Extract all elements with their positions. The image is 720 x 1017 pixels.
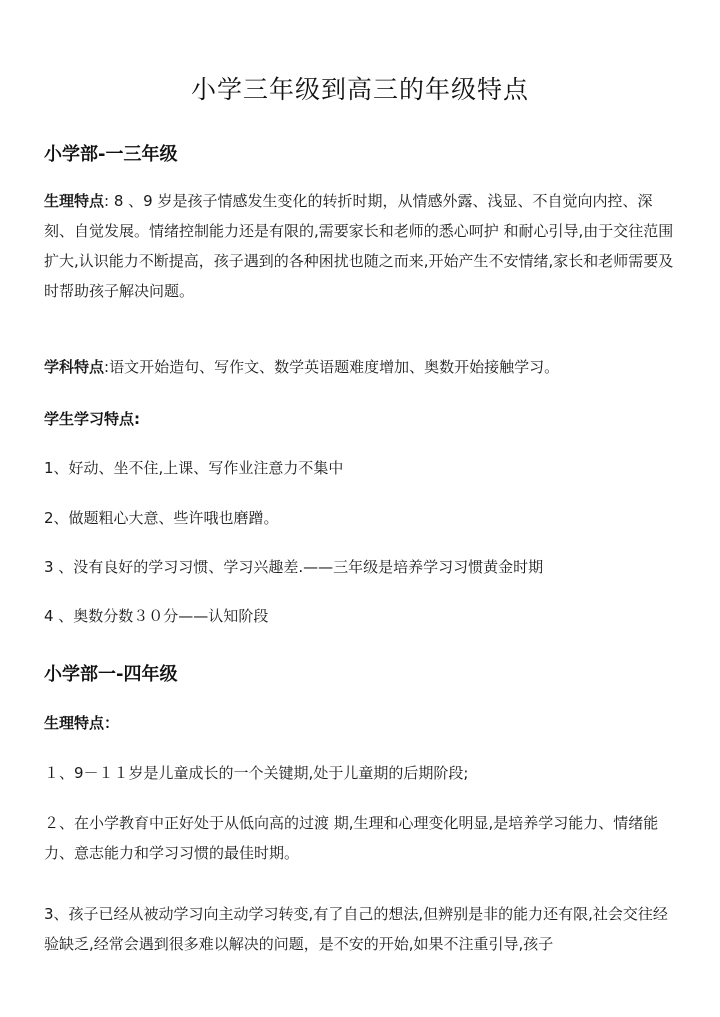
section-heading-grade-4: 小学部一-四年级 [44, 664, 178, 685]
study-trait-item-4: 4 、奥数分数３０分——认知阶段 [44, 607, 269, 625]
study-trait-item-2: 2、做题粗心大意、些许哦也磨蹭。 [44, 509, 279, 527]
physiological-traits-label-2: 生理特点： [44, 714, 120, 732]
study-trait-item-3: 3 、没有良好的学习习惯、学习兴趣差.——三年级是培养学习习惯黄金时期 [44, 558, 544, 576]
physiological-traits-paragraph [44, 186, 680, 306]
subject-traits-paragraph [44, 352, 680, 382]
study-trait-item-1: 1、好动、坐不住,上课、写作业注意力不集中 [44, 459, 344, 477]
grade4-trait-item-2: ２、在小学教育中正好处于从低向高的过渡 期,生理和心理变化明显,是培养学习能力、情绪能力、意志能力和学习习惯的最佳时期。 [44, 814, 659, 862]
study-traits-label: 学生学习特点: [44, 410, 140, 428]
grade4-trait-item-1: １、9－１１岁是儿童成长的一个关键期,处于儿童期的后期阶段; [44, 764, 469, 782]
grade4-trait-item-3: 3、孩子已经从被动学习向主动学习转变,有了自己的想法,但辨别是非的能力还有限,社会交往经验缺乏,经常会遇到很多难以解决的问题，是不安的开始,如果不注重引导,孩子 [44, 905, 668, 953]
subject-traits-label: 学科特点 [44, 358, 105, 376]
section-heading-grade-1-3: 小学部-一三年级 [44, 144, 178, 165]
physiological-traits-label: 生理特点 [44, 192, 105, 210]
document-title: 小学三年级到高三的年级特点 [190, 75, 529, 104]
physiological-traits-text: : 8 、9 岁是孩子情感发生变化的转折时期，从情感外露、浅显、不自觉向内控、深刻、自觉发展。情绪控制能力还是有限的,需要家长和老师的悉心呵护 和耐心引导,由于交往范围扩大,认识能力不断提高，孩子遇到的各种困扰也随之而来,开始产生不安情绪,家长和老师需要及时帮助孩子解决问题。 [44, 192, 674, 300]
subject-traits-text: :语文开始造句、写作文、数学英语题难度增加、奥数开始接触学习。 [104, 358, 560, 376]
